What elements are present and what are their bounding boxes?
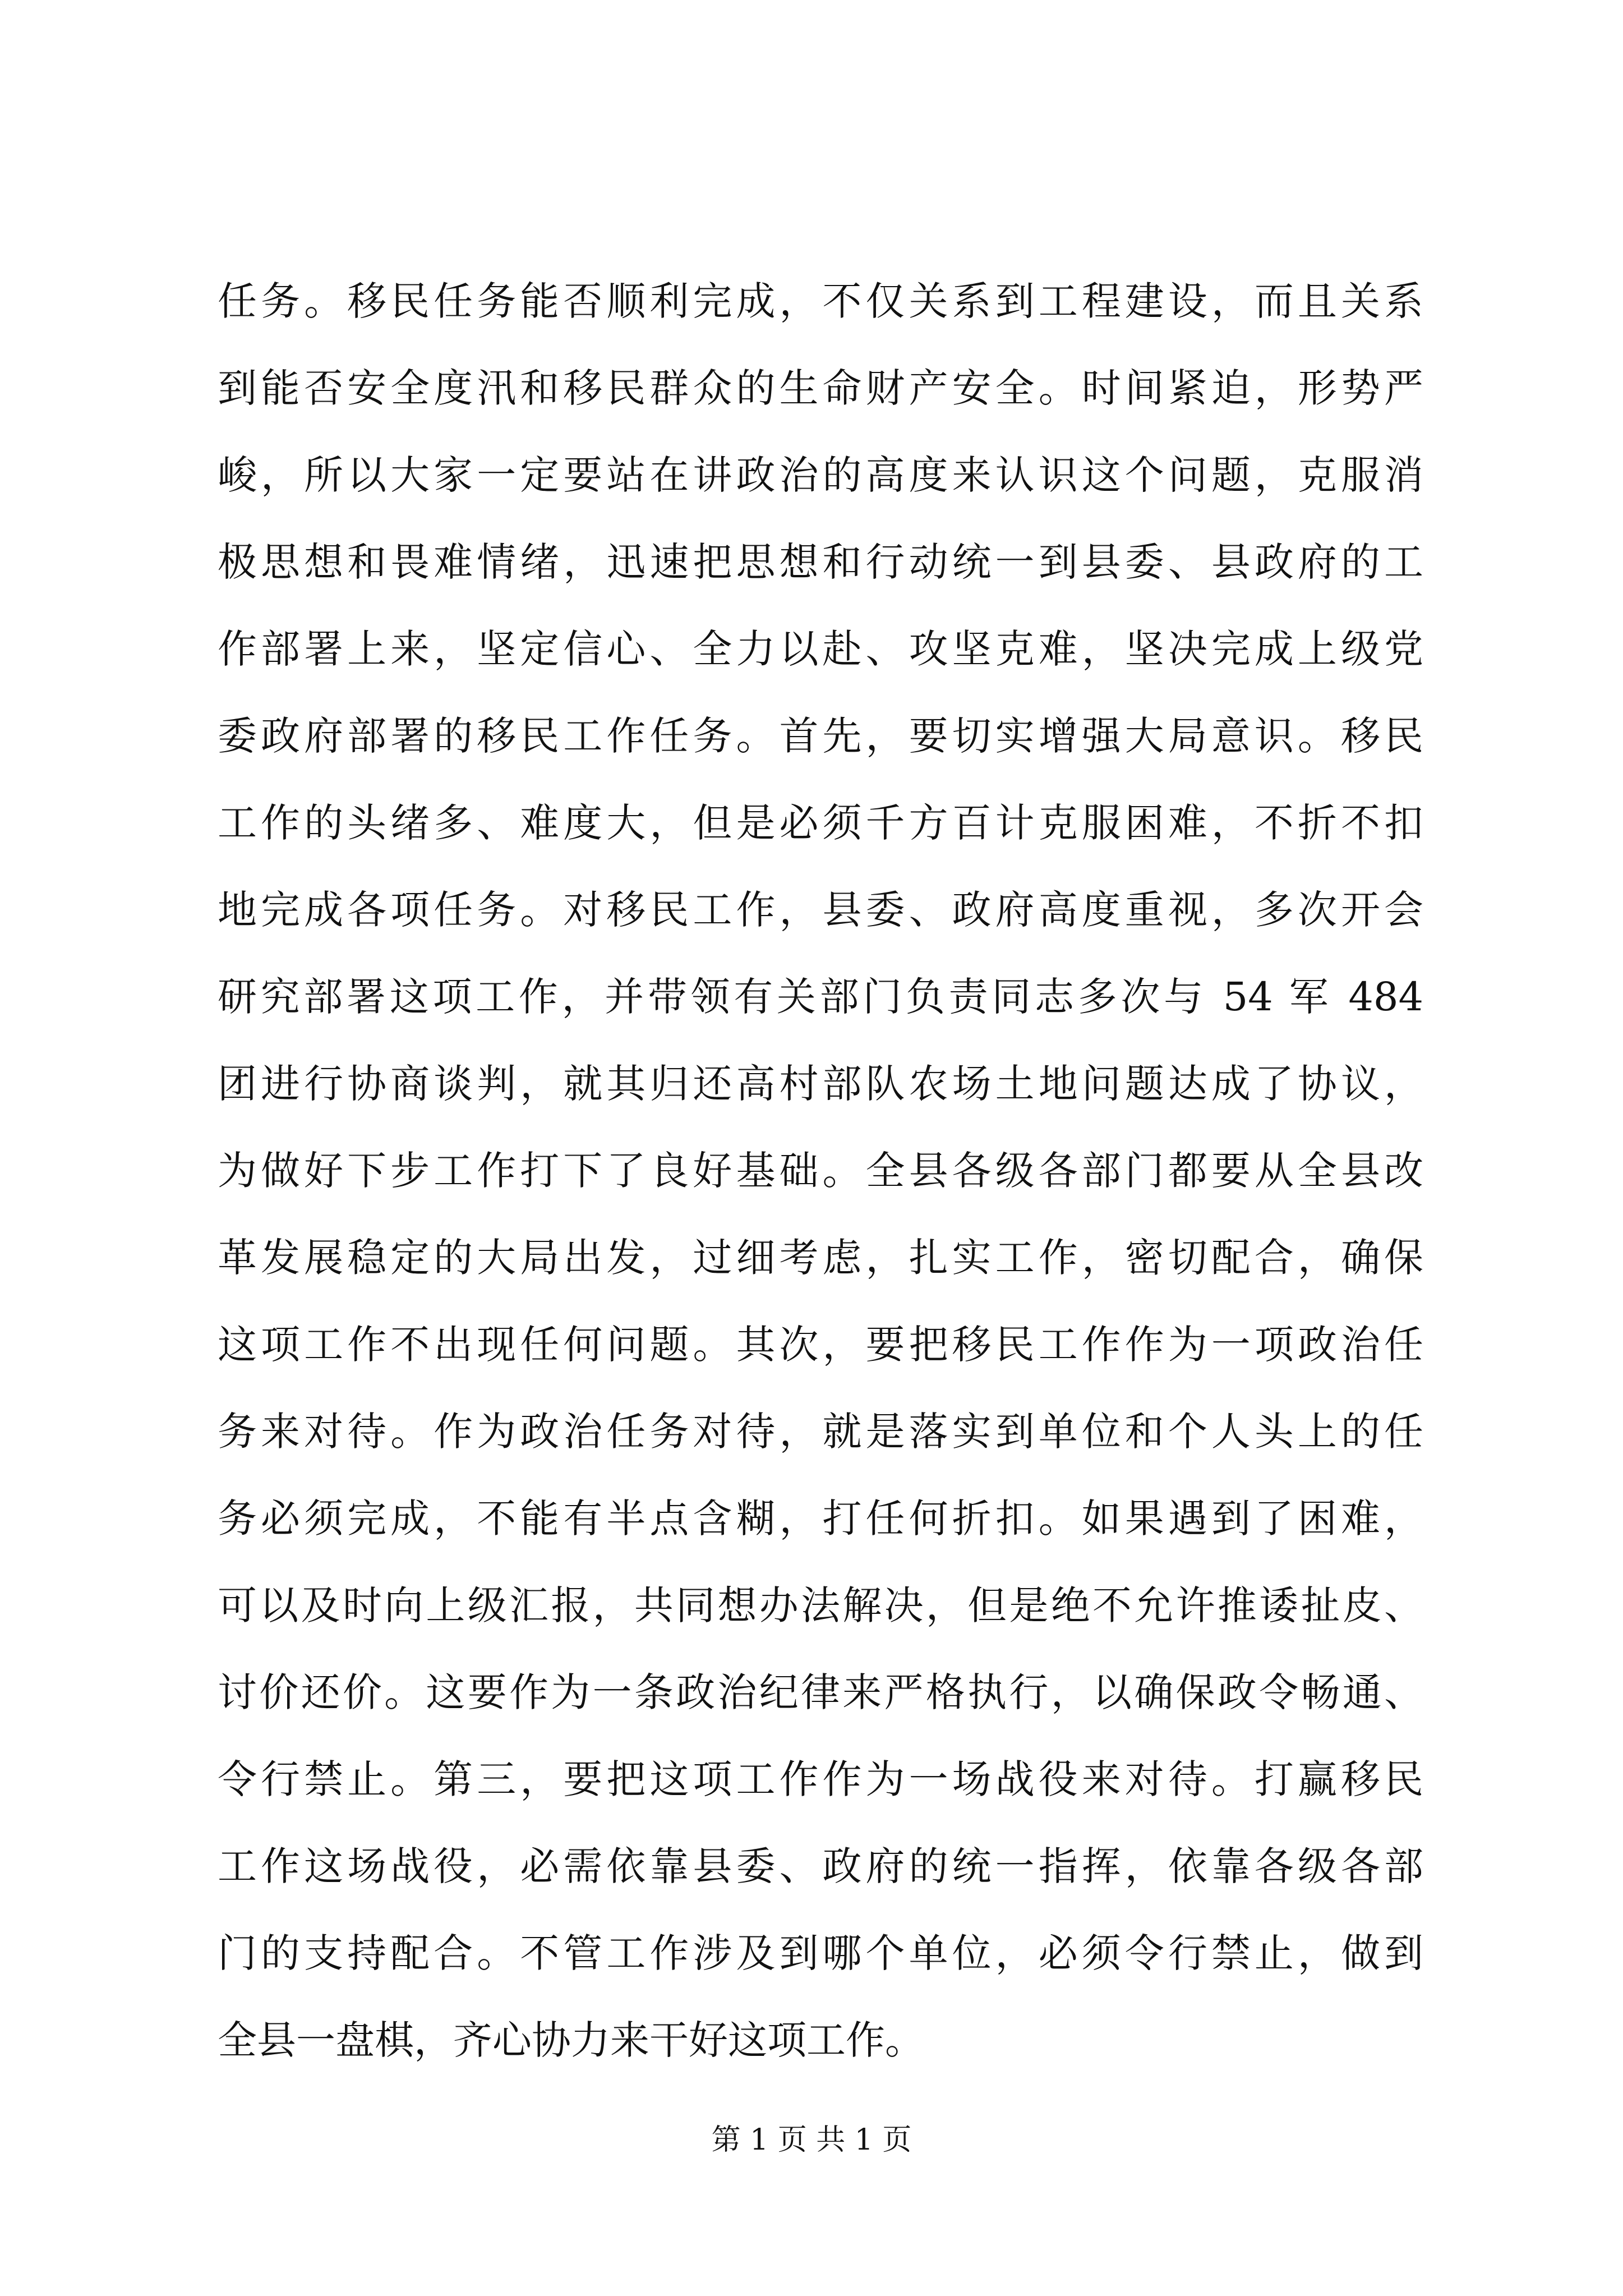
text-line: 峻，所以大家一定要站在讲政治的高度来认识这个问题，克服消 [218, 452, 1423, 498]
text-line: 作部署上来，坚定信心、全力以赴、攻坚克难，坚决完成上级党 [218, 626, 1423, 672]
body-text [218, 258, 1423, 2084]
text-line: 到能否安全度汛和移民群众的生命财产安全。时间紧迫，形势严 [218, 365, 1423, 411]
text-line: 这项工作不出现任何问题。其次，要把移民工作作为一项政治任 [218, 1322, 1423, 1368]
text-line: 地完成各项任务。对移民工作，县委、政府高度重视，多次开会 [218, 887, 1423, 933]
text-line: 为做好下步工作打下了良好基础。全县各级各部门都要从全县改 [218, 1148, 1423, 1194]
text-line: 可以及时向上级汇报，共同想办法解决，但是绝不允许推诿扯皮、 [218, 1582, 1423, 1628]
text-line: 务必须完成，不能有半点含糊，打任何折扣。如果遇到了困难， [218, 1496, 1423, 1542]
text-line: 研究部署这项工作，并带领有关部门负责同志多次与 54 军 484 [218, 974, 1423, 1020]
text-line: 任务。移民任务能否顺利完成，不仅关系到工程建设，而且关系 [218, 278, 1423, 324]
text-line: 工作这场战役，必需依靠县委、政府的统一指挥，依靠各级各部 [218, 1843, 1423, 1889]
text-line: 极思想和畏难情绪，迅速把思想和行动统一到县委、县政府的工 [218, 539, 1423, 585]
text-line: 团进行协商谈判，就其归还高村部队农场土地问题达成了协议， [218, 1061, 1423, 1107]
text-line: 令行禁止。第三，要把这项工作作为一场战役来对待。打赢移民 [218, 1756, 1423, 1802]
text-line: 讨价还价。这要作为一条政治纪律来严格执行，以确保政令畅通、 [218, 1669, 1423, 1715]
text-line: 门的支持配合。不管工作涉及到哪个单位，必须令行禁止，做到 [218, 1930, 1423, 1976]
text-line: 工作的头绪多、难度大，但是必须千方百计克服困难，不折不扣 [218, 800, 1423, 846]
page-number-footer: 第 1 页 共 1 页 [711, 2123, 912, 2157]
text-line: 务来对待。作为政治任务对待，就是落实到单位和个人头上的任 [218, 1409, 1423, 1455]
text-line: 全县一盘棋，齐心协力来干好这项工作。 [218, 2017, 924, 2063]
text-line: 委政府部署的移民工作任务。首先，要切实增强大局意识。移民 [218, 713, 1423, 759]
text-line: 革发展稳定的大局出发，过细考虑，扎实工作，密切配合，确保 [218, 1235, 1423, 1281]
